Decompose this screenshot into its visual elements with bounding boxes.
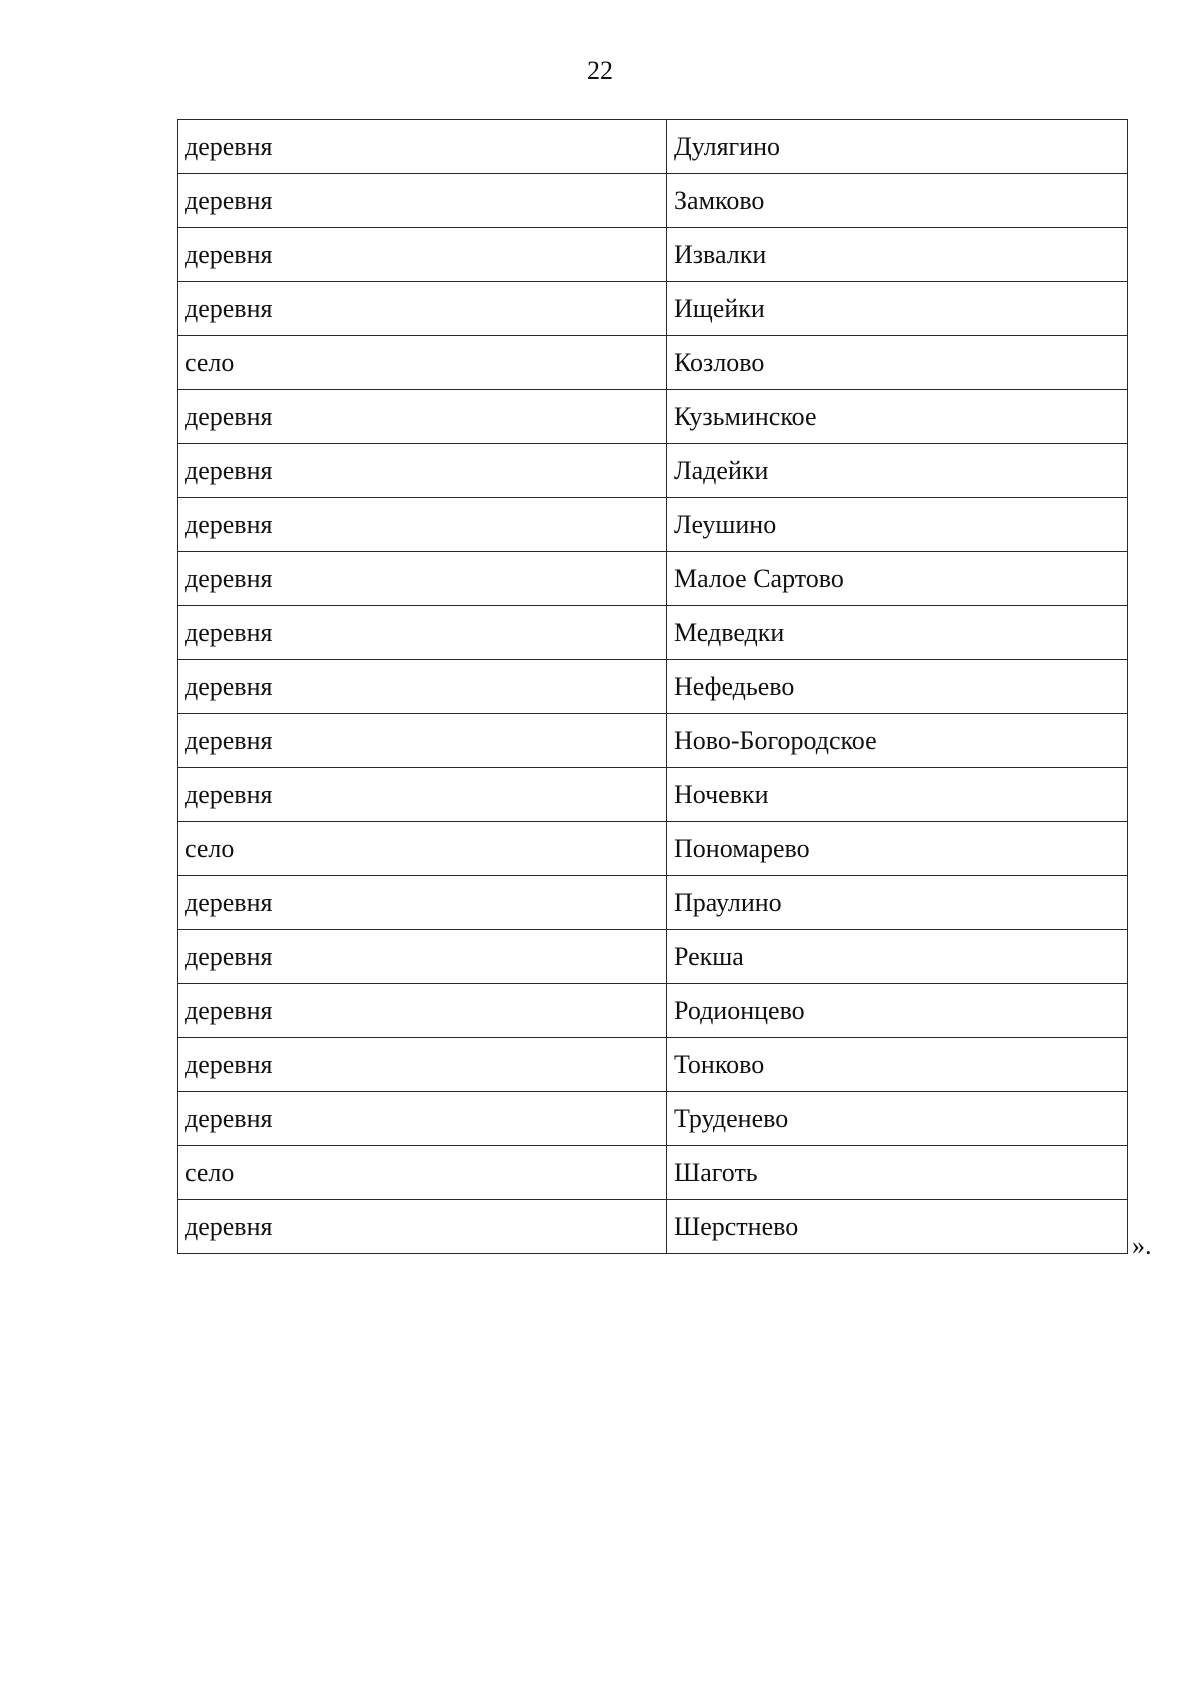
table-row (178, 390, 1128, 444)
settlement-name-cell: Извалки (667, 228, 1128, 282)
settlement-name-cell: Замково (667, 174, 1128, 228)
settlement-type-cell: деревня (178, 228, 667, 282)
settlements-table-body (178, 120, 1128, 1254)
settlement-name-cell: Праулино (667, 876, 1128, 930)
settlement-name-cell: Ночевки (667, 768, 1128, 822)
settlement-type-cell: деревня (178, 606, 667, 660)
settlement-name-cell: Малое Сартово (667, 552, 1128, 606)
table-row (178, 1146, 1128, 1200)
settlement-name-cell: Нефедьево (667, 660, 1128, 714)
settlement-name-cell: Пономарево (667, 822, 1128, 876)
settlement-type-cell: село (178, 822, 667, 876)
table-row (178, 768, 1128, 822)
settlement-type-cell: деревня (178, 174, 667, 228)
settlement-type-cell: деревня (178, 876, 667, 930)
settlement-type-cell: деревня (178, 444, 667, 498)
settlement-type-cell: деревня (178, 1092, 667, 1146)
page-number: 22 (587, 56, 613, 85)
settlement-type-cell: деревня (178, 498, 667, 552)
settlement-type-cell: деревня (178, 930, 667, 984)
table-row (178, 1200, 1128, 1254)
table-row (178, 660, 1128, 714)
settlement-name-cell: Тонково (667, 1038, 1128, 1092)
table-row (178, 1092, 1128, 1146)
settlement-name-cell: Ново-Богородское (667, 714, 1128, 768)
settlement-name-cell: Кузьминское (667, 390, 1128, 444)
settlement-name-cell: Медведки (667, 606, 1128, 660)
table-row (178, 444, 1128, 498)
settlement-type-cell: деревня (178, 768, 667, 822)
settlement-type-cell: деревня (178, 984, 667, 1038)
table-row (178, 120, 1128, 174)
table-row (178, 876, 1128, 930)
settlement-name-cell: Шерстнево (667, 1200, 1128, 1254)
table-row (178, 930, 1128, 984)
settlement-type-cell: село (178, 1146, 667, 1200)
settlement-name-cell: Родионцево (667, 984, 1128, 1038)
settlement-name-cell: Козлово (667, 336, 1128, 390)
settlement-name-cell: Ищейки (667, 282, 1128, 336)
table-row (178, 228, 1128, 282)
table-row (178, 336, 1128, 390)
table-row (178, 498, 1128, 552)
settlement-type-cell: деревня (178, 120, 667, 174)
settlement-name-cell: Труденево (667, 1092, 1128, 1146)
table-row (178, 174, 1128, 228)
settlement-type-cell: деревня (178, 1038, 667, 1092)
settlement-name-cell: Ладейки (667, 444, 1128, 498)
settlement-type-cell: село (178, 336, 667, 390)
settlement-name-cell: Леушино (667, 498, 1128, 552)
settlement-type-cell: деревня (178, 660, 667, 714)
settlement-type-cell: деревня (178, 714, 667, 768)
table-row (178, 714, 1128, 768)
settlement-name-cell: Рекша (667, 930, 1128, 984)
table-row (178, 282, 1128, 336)
table-row (178, 984, 1128, 1038)
settlements-table (177, 119, 1128, 1254)
settlement-name-cell: Шаготь (667, 1146, 1128, 1200)
settlement-name-cell: Дулягино (667, 120, 1128, 174)
settlement-type-cell: деревня (178, 390, 667, 444)
table-row (178, 552, 1128, 606)
settlement-type-cell: деревня (178, 1200, 667, 1254)
settlement-type-cell: деревня (178, 282, 667, 336)
table-row (178, 606, 1128, 660)
settlement-type-cell: деревня (178, 552, 667, 606)
table-row (178, 822, 1128, 876)
table-row (178, 1038, 1128, 1092)
closing-quote-mark: ». (1132, 1231, 1152, 1260)
